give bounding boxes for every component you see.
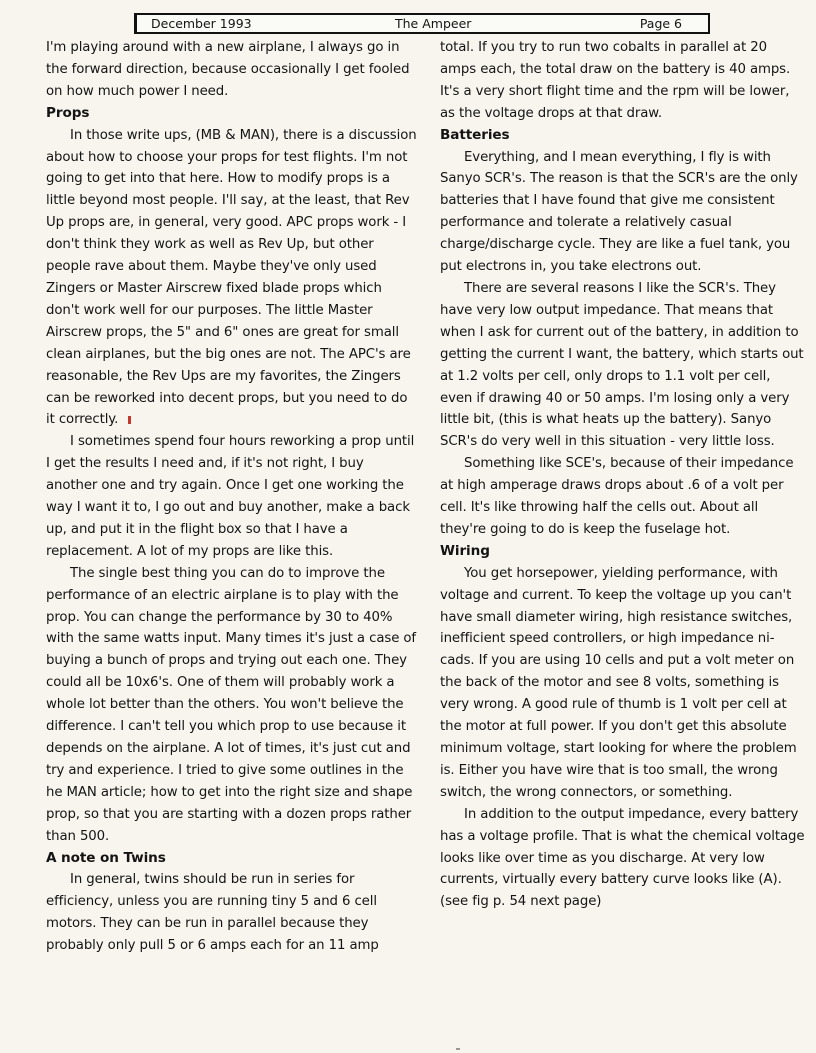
header-date: December 1993 xyxy=(151,16,252,31)
red-mark xyxy=(128,416,131,424)
paragraph-props-1: In those write ups, (MB & MAN), there is a discussion about how to choose your props for test flights. I'm not going to get into that here. How to modify props is a little beyond most people. I'll say, at the least, that Rev Up props are, in general, very good. APC props work - I don't think they work as well as Rev Up, but other people rave about them. Maybe they've only used Zingers or Master Airscrew fixed blade props which don't work well for our purposes. The little Master Airscrew props, the 5" and 6" ones are great for small clean airplanes, but the big ones are not. The APC's are reasonable, the Rev Ups are my favorites, the Zingers can be reworked into decent props, but you need to do it correctly. xyxy=(46,127,417,428)
paragraph-batteries-2: There are several reasons I like the SCR's. They have very low output impedance. That means that when I ask for current out of the battery, in addition to getting the current I want, the battery, which starts out at 1.2 volts per cell, only drops to 1.1 volt per cell, even if drawing 40 or 50 amps. I'm losing only a very little bit, (this is what heats up the battery). Sanyo SCR's do very well in this situation - very little loss. xyxy=(440,280,804,450)
paragraph-batteries-1: Everything, and I mean everything, I fly is with Sanyo SCR's. The reason is that the SCR's are the only batteries that I have found that give me consistent performance and tolerate a relatively casual charge/discharge cycle. They are like a fuel tank, you put electrons in, you take electrons out. xyxy=(440,149,798,275)
heading-twins: A note on Twins xyxy=(46,849,166,866)
header-title: The Ampeer xyxy=(395,16,472,31)
paragraph-batteries-3: Something like SCE's, because of their impedance at high amperage draws drops about .6 of a volt per cell. It's like throwing half the cells out. About all they're going to do is keep the fuselage hot. xyxy=(440,456,794,537)
paragraph-wiring-1: You get horsepower, yielding performance, with voltage and current. To keep the voltage up you can't have small diameter wiring, high resistance switches, inefficient speed controllers, or high impedance ni-cads. If you are using 10 cells and put a volt meter on the back of the motor and see 8 volts, something is very wrong. A good rule of thumb is 1 volt per cell at the motor at full power. If you don't get this absolute minimum voltage, start looking for where the problem is. Either you have wire that is too small, the wrong switch, the wrong connectors, or something. xyxy=(440,565,797,800)
heading-props: Props xyxy=(46,104,90,121)
paragraph-props-3: The single best thing you can do to improve the performance of an electric airplane is to play with the prop. You can change the performance by 30 to 40% with the same watts input. Many times it's just a case of buying a bunch of props and trying out each one. They could all be 10x6's. One of them will probably work a whole lot better than the others. You won't believe the difference. I can't tell you which prop to use because it depends on the airplane. A lot of times, it's just cut and try and experience. I tried to give some outlines in the he MAN article; how to get into the right size and shape prop, so that you are starting with a dozen props rather than 500. xyxy=(46,565,417,844)
left-column xyxy=(46,37,418,957)
paragraph-intro-continued: I'm playing around with a new airplane, I always go in the forward direction, because occasionally I get fooled on how much power I need. xyxy=(46,40,410,99)
paragraph-twins-1: In general, twins should be run in series for efficiency, unless you are running tiny 5 and 6 cell motors. They can be run in parallel because they probably only pull 5 or 6 amps each for an 11 amp xyxy=(46,872,379,954)
paragraph-props-2: I sometimes spend four hours reworking a prop until I get the results I need and, if it's not right, I buy another one and try again. Once I get one working the way I want it to, I go out and buy another, make a back up, and put it in the flight box so that I have a replacement. A lot of my props are like this. xyxy=(46,434,415,559)
paragraph-twins-continued: total. If you try to run two cobalts in parallel at 20 amps each, the total draw on the battery is 40 amps. It's a very short flight time and the rpm will be lower, as the voltage drops at that draw. xyxy=(440,40,791,121)
paragraph-wiring-2: In addition to the output impedance, every battery has a voltage profile. That is what the chemical voltage looks like over time as you discharge. At very low currents, virtually every battery curve looks like (A). (see fig p. 54 next page) xyxy=(440,806,805,910)
page-header xyxy=(134,13,710,34)
scan-speck xyxy=(456,1048,460,1050)
right-column xyxy=(440,37,806,913)
heading-wiring: Wiring xyxy=(440,542,490,559)
heading-batteries: Batteries xyxy=(440,126,510,143)
header-page-number: Page 6 xyxy=(639,16,682,31)
